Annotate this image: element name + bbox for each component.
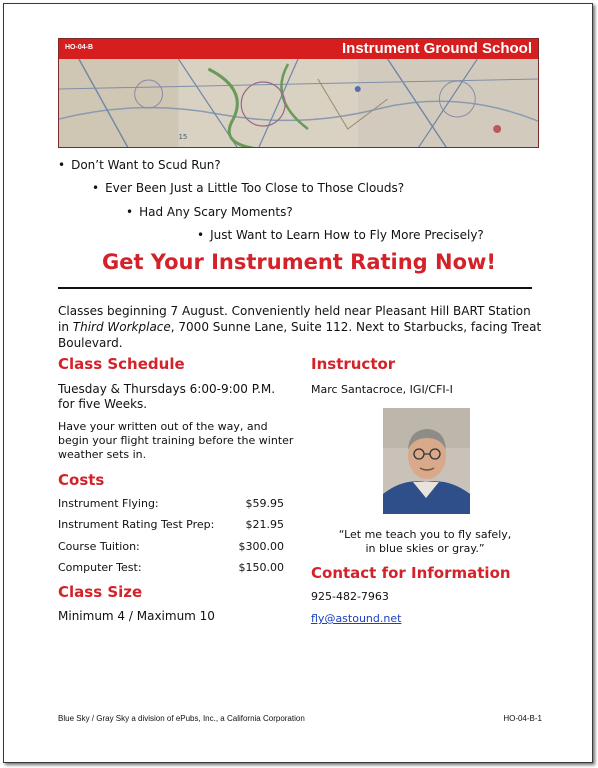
- contact-heading: Contact for Information: [311, 564, 511, 582]
- document-code: HO-04-B: [65, 44, 94, 51]
- schedule-text: Tuesday & Thursdays 6:00-9:00 P.M. for five Weeks.: [58, 382, 276, 411]
- bullet-item: • Don’t Want to Scud Run?: [58, 158, 221, 172]
- class-schedule-heading: Class Schedule: [58, 355, 185, 373]
- cost-row: Computer Test: $150.00: [58, 561, 284, 574]
- schedule-note: Have your written out of the way, and begin your flight training before the winter weather sets in.: [58, 420, 294, 461]
- divider: [58, 287, 532, 289]
- footer-doc-id: HO-04-B-1: [503, 714, 542, 723]
- intro-paragraph: Classes beginning 7 August. Conveniently held near Pleasant Hill BART Station in Third Workplace, 7000 Sunne Lane, Suite 112. Next to Starbucks, facing Treat Boulevard.: [58, 304, 542, 350]
- instructor-name: Marc Santacroce, IGI/CFI-I: [311, 383, 453, 396]
- svg-text:15: 15: [178, 132, 188, 142]
- cost-row: Course Tuition: $300.00: [58, 540, 284, 553]
- aeronautical-chart-image: [59, 59, 538, 148]
- class-size-heading: Class Size: [58, 583, 143, 601]
- instructor-photo: [383, 408, 470, 514]
- header-banner: [58, 38, 539, 148]
- costs-heading: Costs: [58, 471, 105, 489]
- cost-row: Instrument Flying: $59.95: [58, 497, 284, 510]
- bullet-item: • Ever Been Just a Little Too Close to Those Clouds?: [92, 181, 404, 195]
- contact-phone: 925-482-7963: [311, 590, 389, 603]
- bullet-item: • Had Any Scary Moments?: [126, 205, 293, 219]
- headline: Get Your Instrument Rating Now!: [101, 250, 497, 274]
- class-size-text: Minimum 4 / Maximum 10: [58, 609, 215, 623]
- bullet-item: • Just Want to Learn How to Fly More Precisely?: [197, 228, 484, 242]
- banner-title: Instrument Ground School: [342, 40, 532, 57]
- venue-name: Third Workplace: [72, 320, 171, 334]
- contact-email-link[interactable]: fly@astound.net: [311, 612, 402, 625]
- footer-company: Blue Sky / Gray Sky a division of ePubs, Inc., a California Corporation: [58, 714, 305, 723]
- cost-row: Instrument Rating Test Prep: $21.95: [58, 518, 284, 531]
- instructor-quote: “Let me teach you to fly safely, in blue skies or gray.”: [338, 528, 512, 555]
- instructor-portrait-icon: [383, 408, 470, 514]
- instructor-heading: Instructor: [311, 355, 396, 373]
